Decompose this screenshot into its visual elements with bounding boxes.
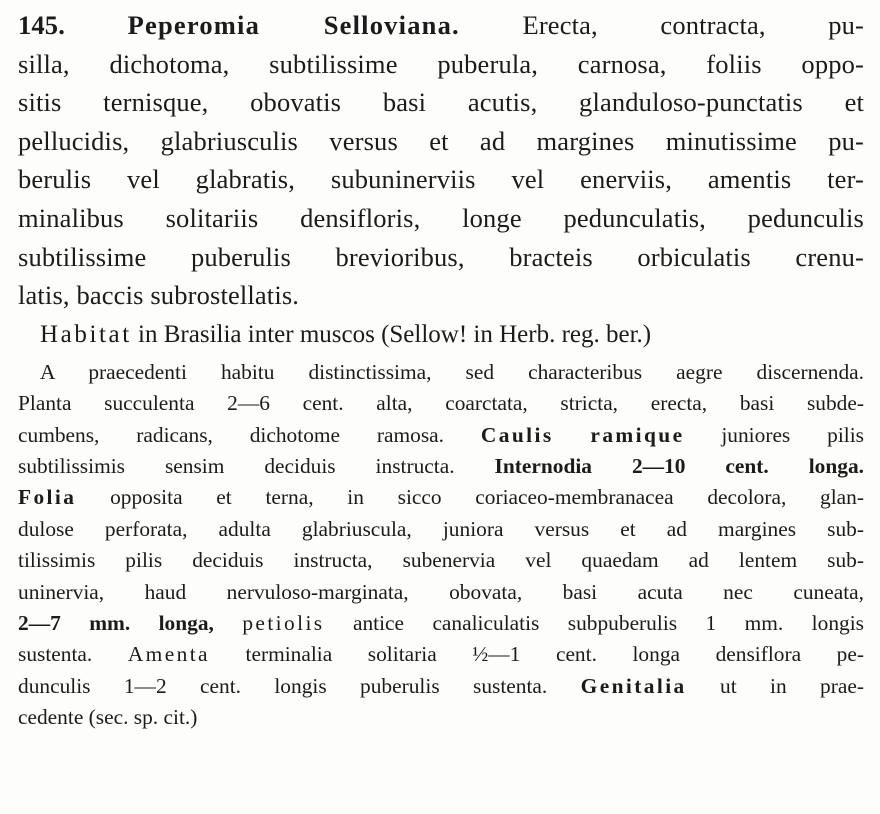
habitat-line [18,315,864,355]
note-text: sustenta. [18,642,93,667]
caulis-word: Caulis [480,422,554,447]
note-text: terminalia solitaria ½—1 cent. longa densiflora pe- [245,642,864,667]
note-text: opposita et terna, in sicco coriaceo-membranacea decolora, glan- [110,485,864,510]
species-name: Peperomia Selloviana. [127,10,460,40]
notes-block [18,357,864,734]
note-line [18,482,864,513]
internodia-word: Internodia [494,453,592,478]
description-line: berulis vel glabratis, subuninerviis vel enerviis, amentis ter- [18,164,864,195]
note-line [18,357,864,388]
note-text: subtilissimis sensim deciduis instructa. [18,453,455,478]
note-line: dulose perforata, adulta glabriuscula, juniora versus et ad margines sub- [18,516,864,541]
habitat-label: Habitat [40,320,132,348]
book-page [18,6,864,808]
note-line: uninervia, haud nervuloso-marginata, obovata, basi acuta nec cuneata, [18,579,864,604]
description-line: pellucidis, glabriusculis versus et ad margines minutissime pu- [18,125,864,156]
description-line: silla, dichotoma, subtilissime puberula, carnosa, foliis oppo- [18,48,864,79]
description-text: Erecta, contracta, pu- [522,10,864,40]
habitat-text: in Brasilia inter muscos (Sellow! in Herb. reg. ber.) [131,320,652,348]
amenta-word: Amenta [127,642,210,667]
note-text: cumbens, radicans, dichotome ramosa. [18,422,445,447]
note-line [18,671,864,702]
note-line [18,420,864,451]
note-line [18,608,864,639]
note-line [18,639,864,670]
entry-number: 145. [18,10,65,40]
description-line: sitis ternisque, obovatis basi acutis, glanduloso-punctatis et [18,87,864,118]
note-line [18,451,864,482]
note-text: juniores pilis [721,422,864,447]
ramique-word: ramique [590,422,685,447]
note-text: A praecedenti habitu distinctissima, sed characteribus aegre discernenda. [40,359,864,384]
folia-word: Folia [18,485,77,510]
note-text: dunculis 1—2 cent. longis puberulis sustenta. [18,673,548,698]
species-description [18,6,864,315]
genitalia-word: Genitalia [580,673,687,698]
note-text: antice canaliculatis subpuberulis 1 mm. longis [352,611,864,635]
note-text: 2—10 cent. longa. [631,453,864,478]
petiolis-word: petiolis [242,611,325,635]
description-line [18,6,864,45]
note-text: 2—7 mm. longa, [18,611,214,635]
note-line: Planta succulenta 2—6 cent. alta, coarctata, stricta, erecta, basi subde- [18,391,864,416]
note-line: cedente (sec. sp. cit.) [18,705,198,730]
note-line: tilissimis pilis deciduis instructa, subenervia vel quaedam ad lentem sub- [18,548,864,573]
description-line: subtilissime puberulis brevioribus, bracteis orbiculatis crenu- [18,241,864,272]
note-text: ut in prae- [720,673,864,698]
description-line: latis, baccis subrostellatis. [18,280,300,311]
description-line: minalibus solitariis densifloris, longe pedunculatis, pedunculis [18,202,864,233]
